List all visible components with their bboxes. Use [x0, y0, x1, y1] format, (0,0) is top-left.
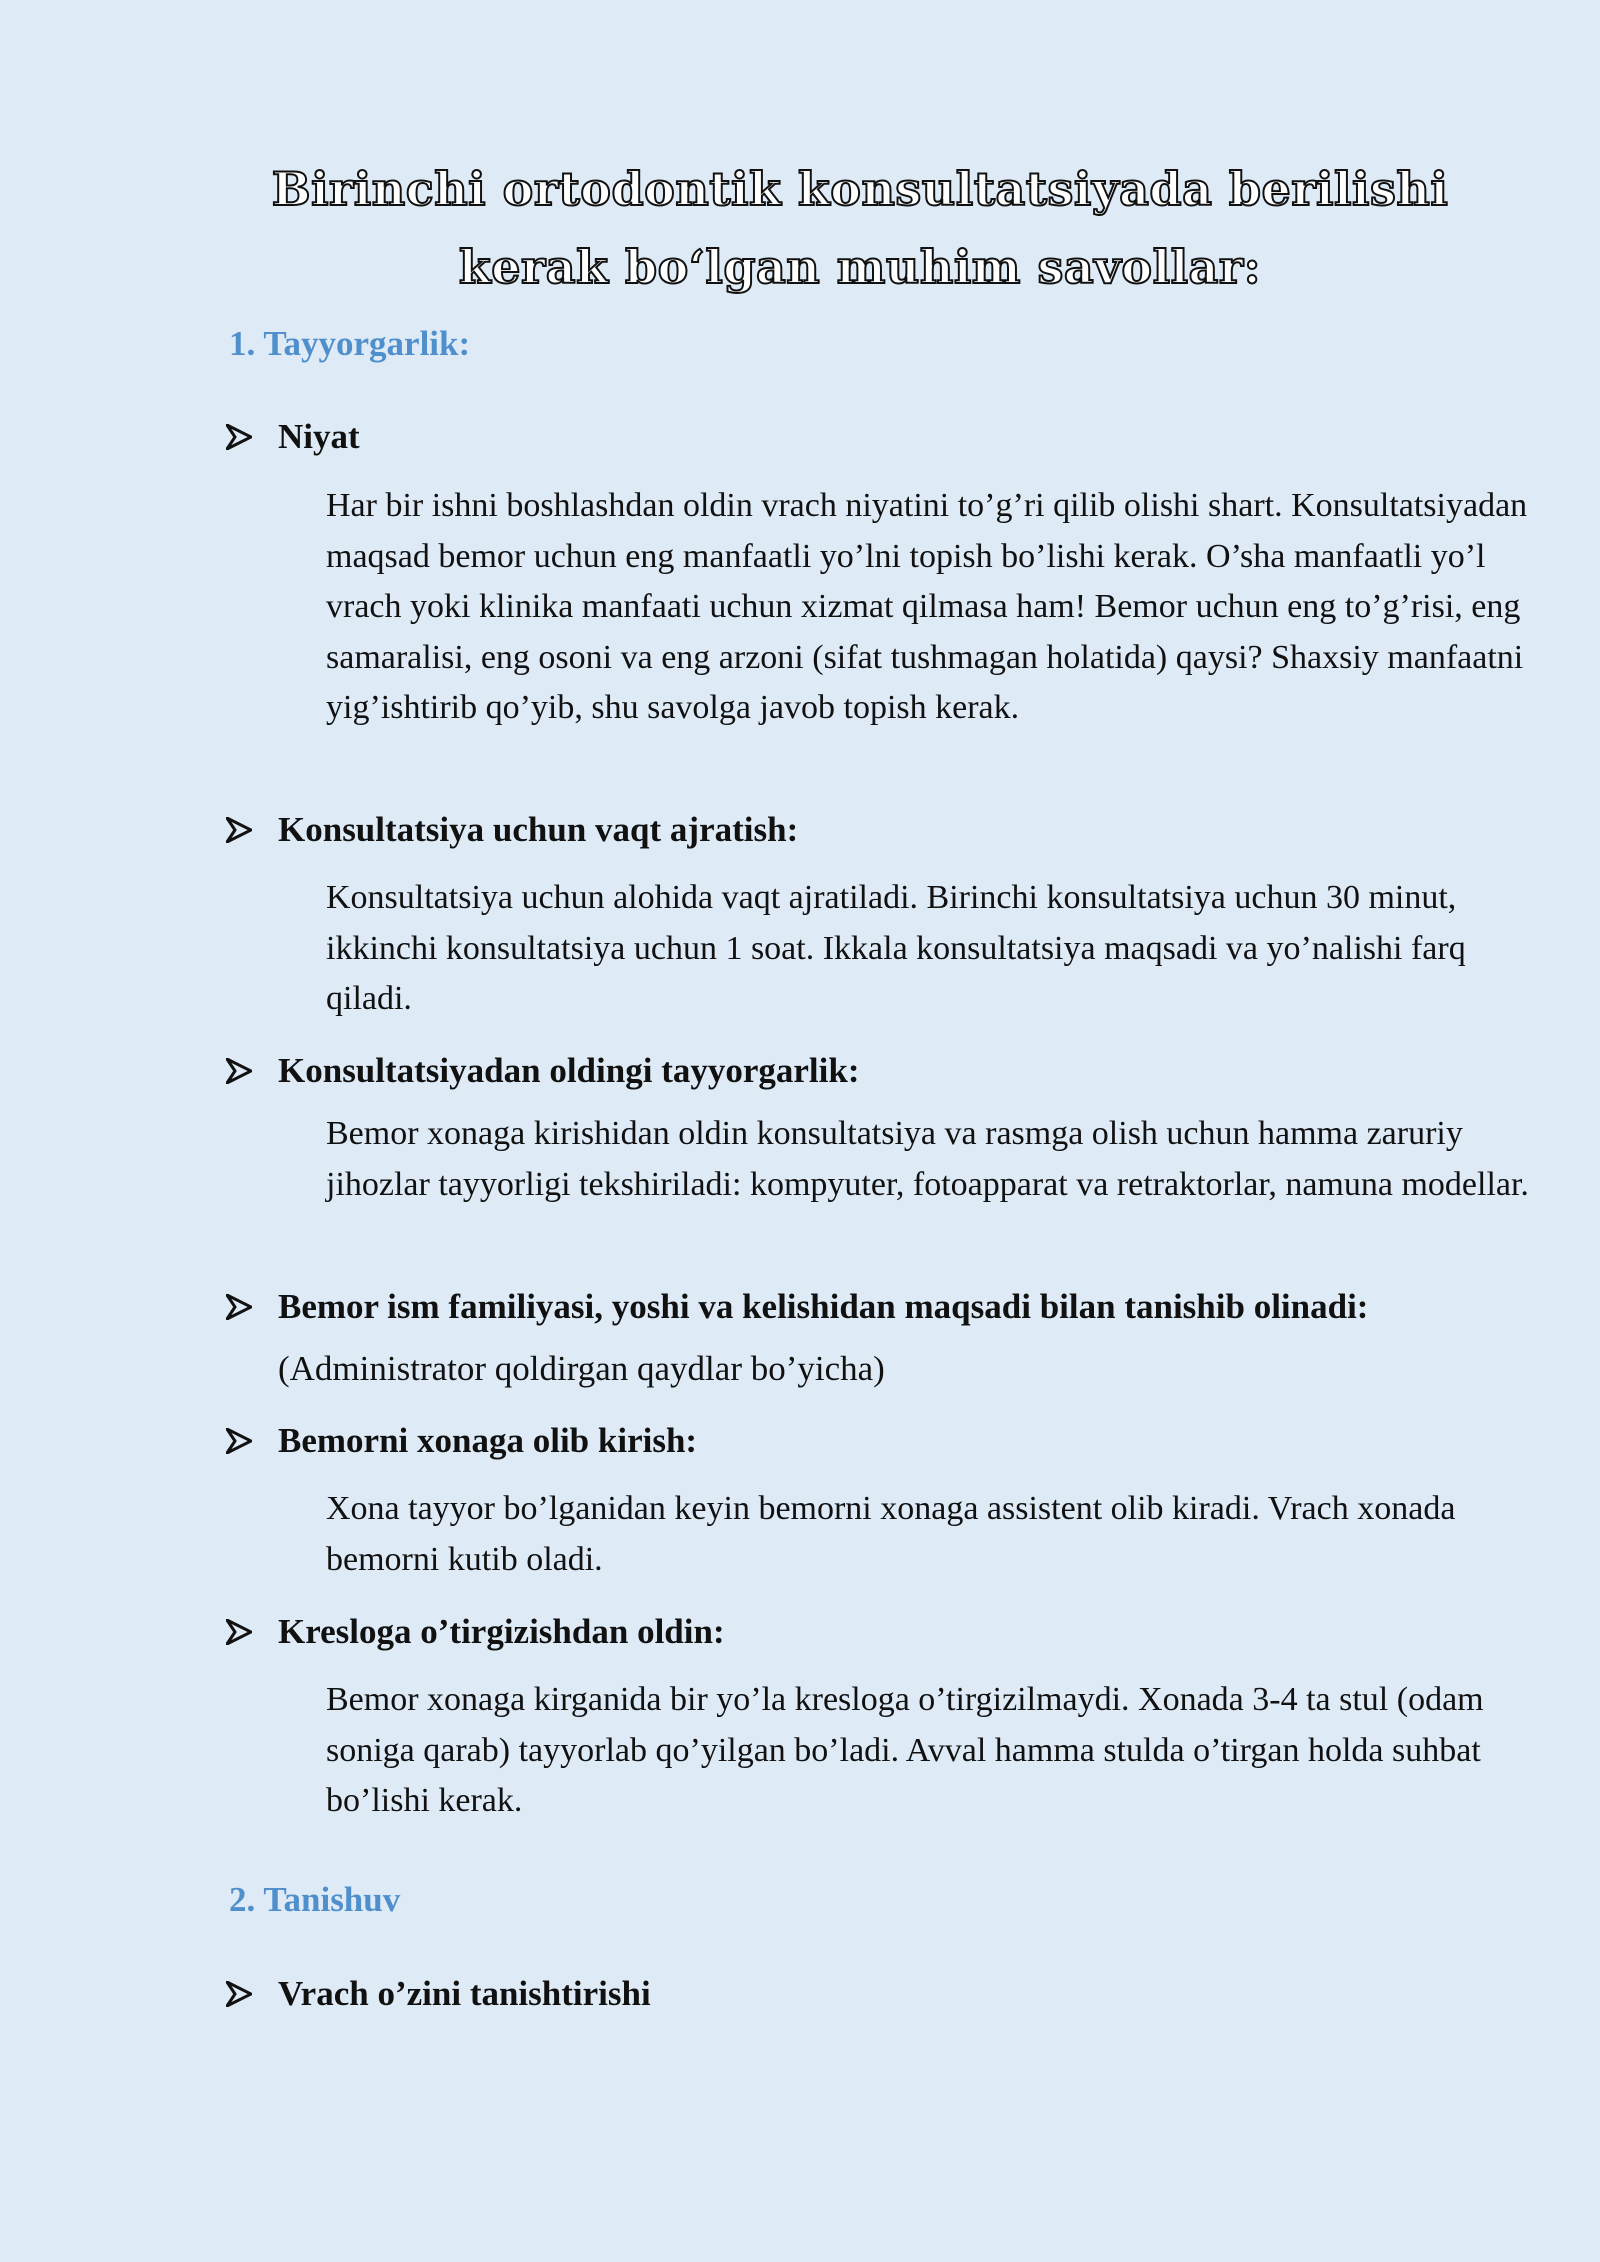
item-heading-vaqt-ajratish	[278, 799, 1528, 861]
paragraph-tayyorgarlik: Bemor xonaga kirishidan oldin konsultatsiya va rasmga olish uchun hamma zaruriy jihozlar tayyorligi tekshiriladi: kompyuter, fotoapparat va retraktorlar, namuna modellar.	[326, 1115, 1529, 1203]
arrowhead-bullet-icon	[226, 1040, 254, 1102]
section-heading-tayyorgarlik: 1. Tayyorgarlik:	[229, 324, 471, 363]
arrowhead-bullet-icon	[226, 1601, 254, 1663]
item-heading-tanishib-olinadi	[278, 1276, 1528, 1400]
item-heading-tayyorgarlik	[278, 1040, 1528, 1102]
item-heading-label: Bemor ism familiyasi, yoshi va kelishidan maqsadi bilan tanishib olinadi:	[278, 1287, 1369, 1326]
item-heading-vrach-tanishtirishi	[278, 1963, 1528, 2025]
item-heading-xonaga-olib-kirish	[278, 1410, 1528, 1472]
paragraph-vaqt-ajratish: Konsultatsiya uchun alohida vaqt ajratiladi. Birinchi konsultatsiya uchun 30 minut, ikkinchi konsultatsiya uchun 1 soat. Ikkala konsultatsiya maqsadi va yo’nalishi farq qiladi.	[326, 879, 1466, 1017]
item-heading-label: Vrach o’zini tanishtirishi	[278, 1974, 651, 2013]
document-title: Birinchi ortodontik konsultatsiyada berilishi kerak bo‘lgan muhim savollar:	[271, 162, 1449, 294]
arrowhead-bullet-icon	[226, 799, 254, 861]
item-heading-label: Bemorni xonaga olib kirish:	[278, 1421, 698, 1460]
item-heading-label: Konsultatsiyadan oldingi tayyorgarlik:	[278, 1051, 860, 1090]
arrowhead-bullet-icon	[226, 1410, 254, 1472]
paragraph-kresloga: Bemor xonaga kirganida bir yo’la kresloga o’tirgizilmaydi. Xonada 3-4 ta stul (odam soniga qarab) tayyorlab qo’yilgan bo’ladi. Avval hamma stulda o’tirgan holda suhbat bo’lishi kerak.	[326, 1681, 1484, 1819]
item-heading-label: Niyat	[278, 417, 360, 456]
item-heading-niyat	[278, 406, 1528, 468]
arrowhead-bullet-icon	[226, 406, 254, 468]
item-note: (Administrator qoldirgan qaydlar bo’yicha)	[278, 1349, 885, 1388]
item-heading-label: Konsultatsiya uchun vaqt ajratish:	[278, 810, 799, 849]
arrowhead-bullet-icon	[226, 1963, 254, 2025]
arrowhead-bullet-icon	[226, 1276, 254, 1338]
item-heading-label: Kresloga o’tirgizishdan oldin:	[278, 1612, 725, 1651]
section-heading-tanishuv: 2. Tanishuv	[229, 1880, 401, 1919]
paragraph-xonaga-olib-kirish: Xona tayyor bo’lganidan keyin bemorni xonaga assistent olib kiradi. Vrach xonada bemorni kutib oladi.	[326, 1490, 1456, 1578]
paragraph-niyat: Har bir ishni boshlashdan oldin vrach niyatini to’g’ri qilib olishi shart. Konsultatsiyadan maqsad bemor uchun eng manfaatli yo’lni topish bo’lishi kerak. O’sha manfaatli yo’l vrach yoki klinika manfaati uchun xizmat qilmasa ham! Bemor uchun eng to’g’risi, eng samaralisi, eng osoni va eng arzoni (sifat tushmagan holatida) qaysi? Shaxsiy manfaatni yig’ishtirib qo’yib, shu savolga javob topish kerak.	[326, 487, 1528, 726]
item-heading-kresloga	[278, 1601, 1528, 1663]
